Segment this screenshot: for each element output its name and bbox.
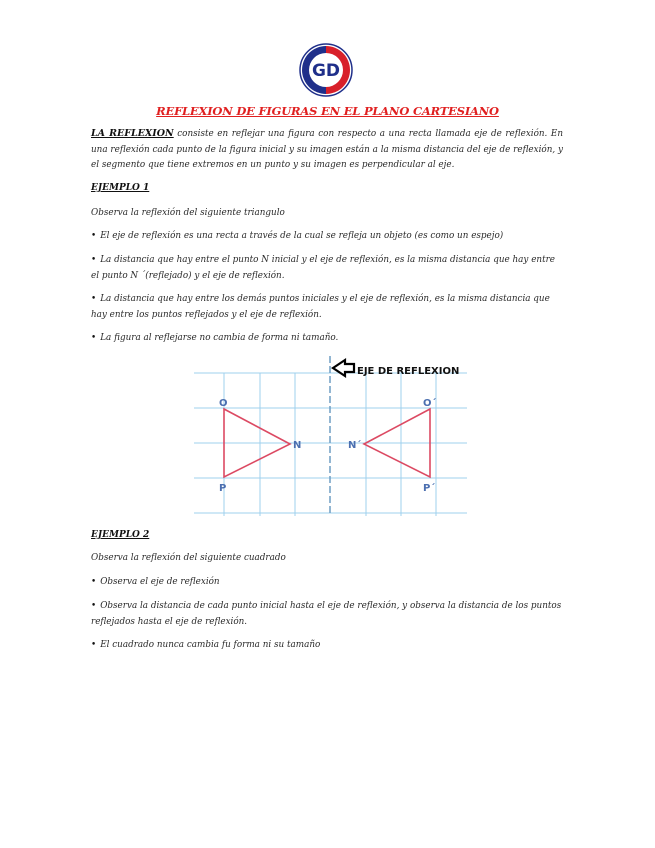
example1-heading: EJEMPLO 1 bbox=[91, 183, 150, 193]
intro-paragraph bbox=[91, 126, 563, 174]
axis-label: EJE DE REFLEXION bbox=[357, 366, 460, 377]
example1-subtitle: Observa la reflexión del siguiente triangulo bbox=[91, 208, 285, 218]
example1-bullet-3: • La distancia que hay entre los demás puntos iniciales y el eje de reflexión, es la misma distancia que hay entre los puntos reflejados y el eje de reflexión. bbox=[91, 292, 563, 323]
example2-subtitle: Observa la reflexión del siguiente cuadrado bbox=[91, 553, 286, 563]
example1-bullet-4: • La figura al reflejarse no cambia de forma ni tamaño. bbox=[91, 331, 563, 347]
example2-heading: EJEMPLO 2 bbox=[91, 530, 150, 540]
example2-bullet-1: • Observa el eje de reflexión bbox=[91, 575, 563, 591]
example2-bullet-2: • Observa la distancia de cada punto inicial hasta el eje de reflexión, y observa la distancia de los puntos reflejados hasta el eje de reflexión. bbox=[91, 599, 563, 630]
point-p-reflected: P´ bbox=[423, 483, 436, 494]
intro-lead: LA REFLEXION bbox=[91, 128, 174, 139]
example1-bullet-2: • La distancia que hay entre el punto N inicial y el eje de reflexión, es la misma distancia que hay entre el punto N ´(reflejado) y el eje de reflexión. bbox=[91, 253, 563, 284]
logo-letters: GD bbox=[311, 61, 341, 81]
example1-bullet-1: • El eje de reflexión es una recta a través de la cual se refleja un objeto (es como un espejo) bbox=[91, 229, 563, 245]
axis-arrow-icon bbox=[333, 360, 354, 376]
grid bbox=[194, 373, 467, 516]
page-title: REFLEXION DE FIGURAS EN EL PLANO CARTESIANO bbox=[156, 104, 499, 118]
point-o-reflected: O´ bbox=[423, 398, 437, 409]
point-o: O bbox=[219, 398, 228, 409]
point-n-reflected: N´ bbox=[348, 440, 362, 451]
example2-bullet-3: • El cuadrado nunca cambia fu forma ni su tamaño bbox=[91, 638, 563, 654]
reflection-figure bbox=[194, 356, 467, 516]
intro-text: consiste en reflejar una figura con respecto a una recta llamada eje de reflexión. En una reflexión cada punto de la figura inicial y su imagen están a la misma distancia del eje de reflexión, y el segmento que tiene extremos en un punto y su imagen es perpendicular al eje. bbox=[91, 129, 564, 170]
point-p: P bbox=[219, 483, 227, 494]
point-n: N bbox=[293, 440, 302, 451]
gd-logo bbox=[299, 43, 353, 97]
